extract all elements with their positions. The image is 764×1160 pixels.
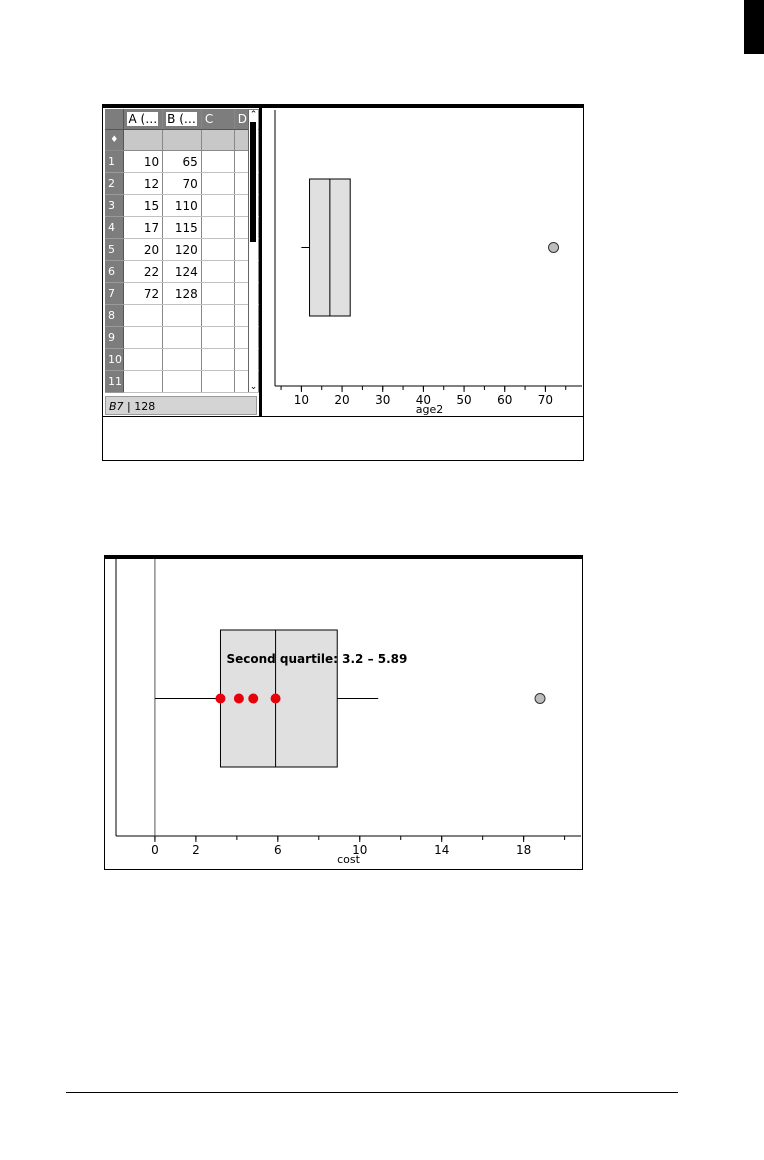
cell-status-bar: B7 | 128 <box>105 396 257 415</box>
formula-cell-b[interactable] <box>163 130 202 151</box>
x-tick-label: 14 <box>434 843 450 857</box>
footer-rule <box>66 1092 678 1093</box>
x-tick-label: 30 <box>375 393 391 407</box>
outlier-point <box>535 694 545 704</box>
cell-a[interactable]: 17 <box>124 217 163 239</box>
row-number[interactable]: 1 <box>105 151 124 173</box>
quartile-annotation: Second quartile: 3.2 – 5.89 <box>226 652 408 666</box>
formula-row <box>105 130 259 151</box>
cell-b[interactable]: 110 <box>163 195 202 217</box>
cell-b[interactable] <box>163 327 202 349</box>
cell-a[interactable] <box>124 349 163 371</box>
outlier-point <box>549 243 559 253</box>
cell-a[interactable]: 10 <box>124 151 163 173</box>
cell-c[interactable] <box>201 349 234 371</box>
x-tick-label: 18 <box>516 843 532 857</box>
cell-b[interactable] <box>163 305 202 327</box>
cell-c[interactable] <box>201 261 234 283</box>
highlighted-point <box>234 694 244 704</box>
formula-cell-c[interactable] <box>201 130 234 151</box>
table-row <box>105 195 259 217</box>
cell-c[interactable] <box>201 371 234 393</box>
table-row <box>105 173 259 195</box>
cell-a[interactable]: 20 <box>124 239 163 261</box>
lists-and-boxplot-screen <box>102 104 584 461</box>
row-number[interactable]: 2 <box>105 173 124 195</box>
highlighted-point <box>248 694 258 704</box>
formula-marker: ♦ <box>105 130 124 151</box>
table-row <box>105 327 259 349</box>
cell-b[interactable]: 120 <box>163 239 202 261</box>
cell-c[interactable] <box>201 217 234 239</box>
cell-a[interactable]: 15 <box>124 195 163 217</box>
x-tick-label: 6 <box>274 843 282 857</box>
highlighted-point <box>271 694 281 704</box>
scrollbar-thumb[interactable] <box>250 122 256 242</box>
x-tick-label: 10 <box>352 843 368 857</box>
cell-b[interactable]: 128 <box>163 283 202 305</box>
cost-boxplot[interactable] <box>105 559 582 869</box>
row-number[interactable]: 5 <box>105 239 124 261</box>
cell-b[interactable]: 124 <box>163 261 202 283</box>
row-number[interactable]: 9 <box>105 327 124 349</box>
row-number[interactable]: 8 <box>105 305 124 327</box>
cell-b[interactable]: 65 <box>163 151 202 173</box>
x-tick-label: 50 <box>456 393 472 407</box>
spreadsheet-grid <box>105 109 259 395</box>
column-header-c[interactable]: C <box>201 109 234 130</box>
highlighted-point <box>215 694 225 704</box>
scroll-up-icon[interactable]: ⌃ <box>249 110 258 120</box>
table-row <box>105 151 259 173</box>
x-tick-label: 70 <box>537 393 554 407</box>
table-row <box>105 371 259 393</box>
table-row <box>105 349 259 371</box>
cell-a[interactable] <box>124 305 163 327</box>
scroll-down-icon[interactable]: ⌄ <box>249 382 258 392</box>
column-header-row <box>105 109 259 130</box>
cell-c[interactable] <box>201 305 234 327</box>
table-row <box>105 261 259 283</box>
cell-a[interactable]: 72 <box>124 283 163 305</box>
cell-a[interactable] <box>124 371 163 393</box>
row-number[interactable]: 4 <box>105 217 124 239</box>
formula-cell-a[interactable] <box>124 130 163 151</box>
page-edge-tab <box>744 0 764 54</box>
x-axis-label: age2 <box>415 403 444 416</box>
x-tick-label: 10 <box>293 393 310 407</box>
row-number[interactable]: 3 <box>105 195 124 217</box>
cell-c[interactable] <box>201 239 234 261</box>
x-tick-label: 0 <box>151 843 159 857</box>
table-row <box>105 217 259 239</box>
status-cell-value: 128 <box>134 400 156 413</box>
corner-cell[interactable] <box>105 109 124 130</box>
x-axis-label: cost <box>337 853 360 866</box>
spreadsheet-scrollbar[interactable] <box>248 110 258 392</box>
x-tick-label: 60 <box>497 393 513 407</box>
table-row <box>105 305 259 327</box>
cell-a[interactable] <box>124 327 163 349</box>
cost-boxplot-screen <box>104 555 583 870</box>
x-tick-label: 20 <box>334 393 350 407</box>
cell-c[interactable] <box>201 283 234 305</box>
status-cell-ref: B7 <box>109 400 124 413</box>
column-header-a[interactable]: A (… <box>124 109 163 130</box>
column-header-b[interactable]: B (… <box>163 109 202 130</box>
age2-boxplot[interactable] <box>262 108 583 416</box>
table-row <box>105 283 259 305</box>
cell-b[interactable] <box>163 371 202 393</box>
entry-line-separator <box>103 416 583 417</box>
table-row <box>105 239 259 261</box>
cell-b[interactable]: 115 <box>163 217 202 239</box>
row-number[interactable]: 10 <box>105 349 124 371</box>
cell-b[interactable] <box>163 349 202 371</box>
cell-a[interactable]: 22 <box>124 261 163 283</box>
cell-c[interactable] <box>201 151 234 173</box>
row-number[interactable]: 11 <box>105 371 124 393</box>
cell-c[interactable] <box>201 173 234 195</box>
x-tick-label: 2 <box>192 843 200 857</box>
column-header-d[interactable]: D <box>234 109 258 130</box>
cell-c[interactable] <box>201 327 234 349</box>
cell-b[interactable]: 70 <box>163 173 202 195</box>
x-tick-label: 40 <box>415 393 432 407</box>
row-number[interactable]: 6 <box>105 261 124 283</box>
row-number[interactable]: 7 <box>105 283 124 305</box>
cell-a[interactable]: 12 <box>124 173 163 195</box>
cell-c[interactable] <box>201 195 234 217</box>
